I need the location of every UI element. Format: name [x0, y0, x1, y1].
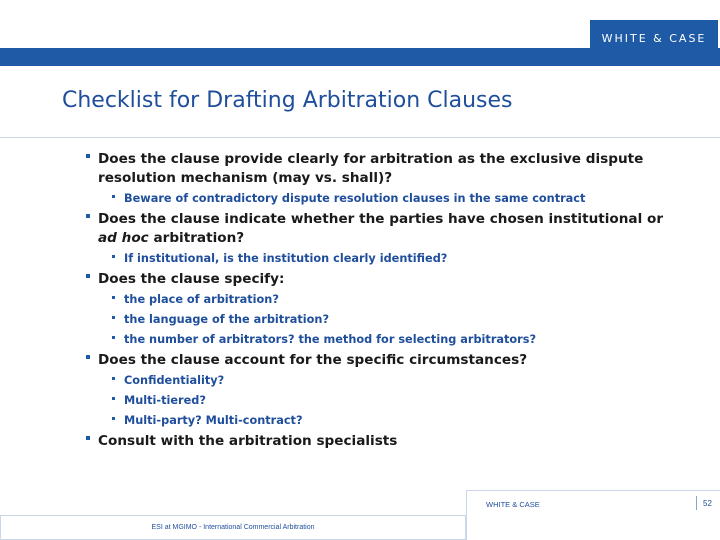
checklist-subitem-text: Multi-party? Multi-contract? [124, 414, 303, 427]
checklist-subitem-text: the number of arbitrators? the method for selecting arbitrators? [124, 333, 537, 346]
checklist-item-text-end: arbitration? [148, 230, 245, 246]
checklist-subitem [86, 311, 666, 328]
checklist-item-text: Consult with the arbitration specialists [98, 433, 398, 449]
bullet-icon [112, 195, 115, 198]
checklist-subitem-text: the language of the arbitration? [124, 313, 330, 326]
checklist-subitem [86, 392, 666, 409]
checklist-subitem [86, 412, 666, 429]
bullet-icon [86, 274, 90, 278]
checklist-subitem-text: If institutional, is the institution clearly identified? [124, 252, 448, 265]
checklist-item [86, 432, 666, 451]
checklist-subitem [86, 250, 666, 267]
bullet-icon [112, 255, 115, 258]
bullet-icon [112, 377, 115, 380]
bullet-icon [112, 417, 115, 420]
checklist [86, 150, 666, 453]
checklist-subitem [86, 291, 666, 308]
checklist-item-text: Does the clause provide clearly for arbitration as the exclusive dispute resolution mechanism (may vs. shall)? [98, 151, 644, 186]
footer-divider [696, 496, 697, 510]
checklist-item [86, 351, 666, 370]
bullet-icon [86, 214, 90, 218]
title-divider [0, 137, 720, 138]
footer-caption-text: ESI at MGIMO - International Commercial Arbitration [151, 524, 315, 531]
bullet-icon [86, 436, 90, 440]
footer-logo: WHITE & CASE [486, 500, 540, 509]
checklist-item [86, 270, 666, 289]
checklist-item [86, 150, 666, 188]
checklist-subitem-text: the place of arbitration? [124, 293, 279, 306]
checklist-item-text: Does the clause specify: [98, 271, 285, 287]
page-number: 52 [703, 499, 712, 508]
footer-panel [466, 490, 720, 540]
checklist-subitem-text: Beware of contradictory dispute resolution clauses in the same contract [124, 192, 586, 205]
brand-logo-text: WHITE & CASE [601, 31, 707, 45]
checklist-subitem [86, 190, 666, 207]
bullet-icon [112, 336, 115, 339]
bullet-icon [112, 397, 115, 400]
slide-title: Checklist for Drafting Arbitration Clauses [62, 88, 513, 113]
checklist-item-text: Does the clause indicate whether the parties have chosen institutional or [98, 211, 664, 227]
bullet-icon [112, 296, 115, 299]
checklist-subitem [86, 331, 666, 348]
checklist-item-text: Does the clause account for the specific circumstances? [98, 352, 528, 368]
footer-caption [0, 515, 466, 540]
checklist-subitem [86, 372, 666, 389]
checklist-item-italic-text: ad hoc [98, 230, 149, 246]
bullet-icon [86, 355, 90, 359]
checklist-subitem-text: Multi-tiered? [124, 394, 206, 407]
checklist-subitem-text: Confidentiality? [124, 374, 225, 387]
brand-logo [590, 20, 718, 56]
bullet-icon [112, 316, 115, 319]
checklist-item [86, 210, 666, 248]
bullet-icon [86, 154, 90, 158]
